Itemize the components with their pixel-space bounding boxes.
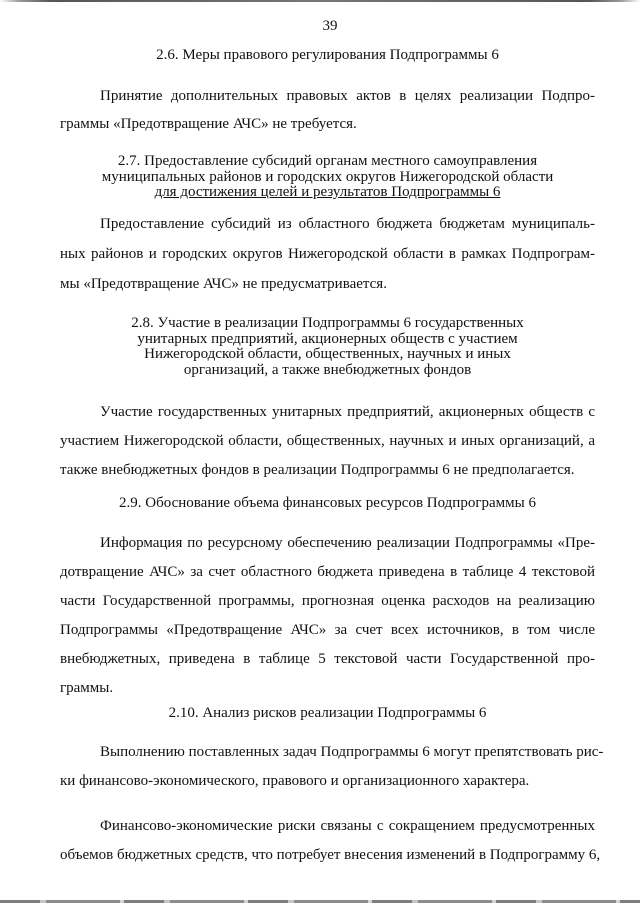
heading-line: 2.9. Обоснование объема финансовых ресурсов Подпрограммы 6 [119, 495, 536, 511]
paragraph-2-8 [60, 398, 595, 485]
heading-line: 2.10. Анализ рисков реализации Подпрограммы 6 [168, 705, 487, 721]
section-heading-2-10 [60, 706, 595, 722]
paragraph-line: Выполнению поставленных задач Подпрограммы 6 могут препятствовать рис- [100, 744, 604, 760]
heading-line: муниципальных районов и городских округов Нижегородской области [101, 168, 554, 185]
paragraph-line: Принятие дополнительных правовых актов в целях реализации Подпро- [100, 88, 595, 104]
section-heading-2-8 [60, 316, 595, 378]
paragraph-2-7 [60, 209, 595, 299]
paragraph-line: дотвращение АЧС» за счет областного бюджета приведена в таблице 4 текстовой [60, 564, 595, 580]
section-heading-2-9 [60, 496, 595, 512]
paragraph-line: внебюджетных, приведена в таблице 5 текстовой части Государственной про- [60, 651, 595, 667]
heading-line: организаций, а также внебюджетных фондов [183, 361, 472, 378]
paragraph-line: ки финансово-экономического, правового и организационного характера. [60, 773, 530, 789]
paragraph-line: Подпрограммы «Предотвращение АЧС» за счет всех источников, в том числе [60, 622, 595, 638]
heading-line: унитарных предприятий, акционерных обществ с участием [137, 330, 518, 347]
paragraph-2-10-b [60, 812, 601, 870]
paragraph-line: участием Нижегородской области, общественных, научных и иных организаций, а [60, 433, 595, 449]
paragraph-line: граммы. [60, 680, 114, 696]
paragraph-line: Информация по ресурсному обеспечению реализации Подпрограммы «Пре- [100, 535, 595, 551]
heading-line: Нижегородской области, общественных, научных и иных [144, 346, 511, 362]
paragraph-2-10-a [60, 738, 604, 796]
heading-line: 2.8. Участие в реализации Подпрограммы 6 государственных [131, 315, 524, 331]
page-number: 39 [322, 18, 338, 34]
section-heading-2-7 [60, 154, 595, 201]
paragraph-line: граммы «Предотвращение АЧС» не требуется. [60, 116, 357, 132]
scan-edge-top [0, 0, 640, 2]
paragraph-line: Предоставление субсидий из областного бюджета бюджетам муниципаль- [100, 216, 595, 232]
heading-line: для достижения целей и результатов Подпрограммы 6 [154, 184, 501, 200]
paragraph-line: ных районов и городских округов Нижегородской области в рамках Подпрограм- [60, 246, 595, 262]
paragraph-2-6 [60, 82, 595, 138]
paragraph-line: Участие государственных унитарных предприятий, акционерных обществ с [100, 404, 595, 420]
scan-edge-bottom [0, 900, 640, 903]
paragraph-line: мы «Предотвращение АЧС» не предусматривается. [60, 276, 387, 292]
paragraph-line: также внебюджетных фондов в реализации Подпрограммы 6 не предполагается. [60, 462, 575, 478]
paragraph-line: Финансово-экономические риски связаны с сокращением предусмотренных [100, 818, 595, 834]
paragraph-line: объемов бюджетных средств, что потребует внесения изменений в Подпрограмму 6, [60, 847, 601, 863]
heading-line: 2.6. Меры правового регулирования Подпрограммы 6 [156, 47, 499, 63]
paragraph-2-9 [60, 529, 595, 703]
heading-line: 2.7. Предоставление субсидий органам местного самоуправления [117, 153, 538, 169]
section-heading-2-6 [60, 48, 595, 64]
paragraph-line: части Государственной программы, прогнозная оценка расходов на реализацию [60, 593, 595, 609]
